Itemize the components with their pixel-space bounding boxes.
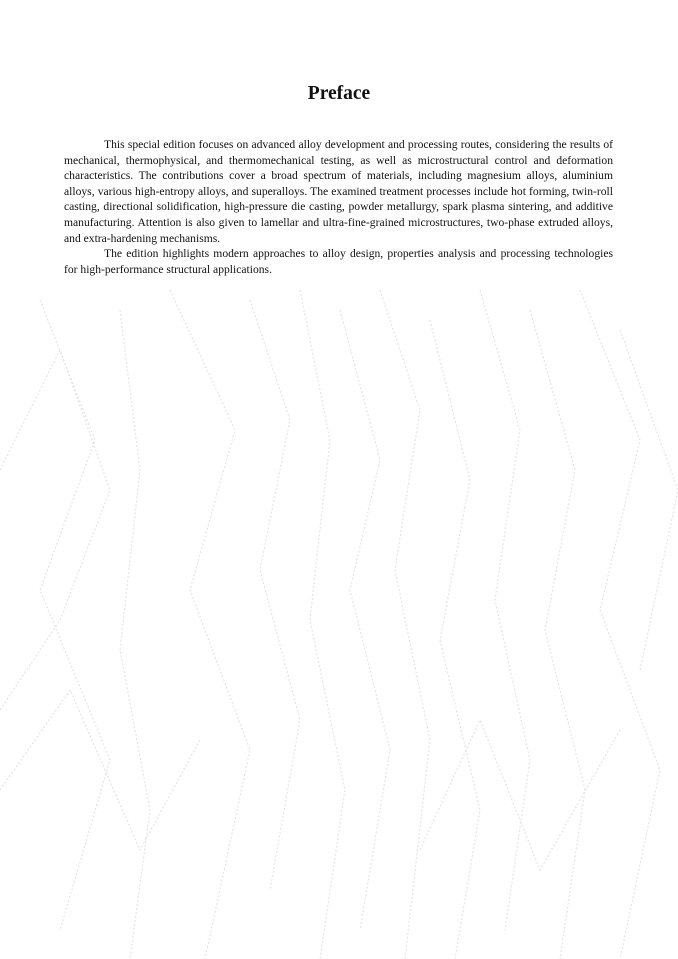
paragraph: This special edition focuses on advanced alloy development and processing routes, considering the results of mechanical, thermophysical, and thermomechanical testing, as well as microstructural control and deformation characteristics. The contributions cover a broad spectrum of materials, including magnesium alloys, aluminium alloys, various high-entropy alloys, and superalloys. The examined treatment processes include hot forming, twin-roll casting, directional solidification, high-pressure die casting, powder metallurgy, spark plasma sintering, and additive manufacturing. Attention is also given to lamellar and ultra-fine-grained microstructures, two-phase extruded alloys, and extra-hardening mechanisms.: [64, 138, 613, 245]
page-title: Preface: [307, 83, 371, 104]
paragraph: The edition highlights modern approaches to alloy design, properties analysis and processing technologies for high-performance structural applications.: [64, 247, 613, 276]
preface-body: [64, 137, 613, 277]
background-watermark: [0, 290, 678, 959]
